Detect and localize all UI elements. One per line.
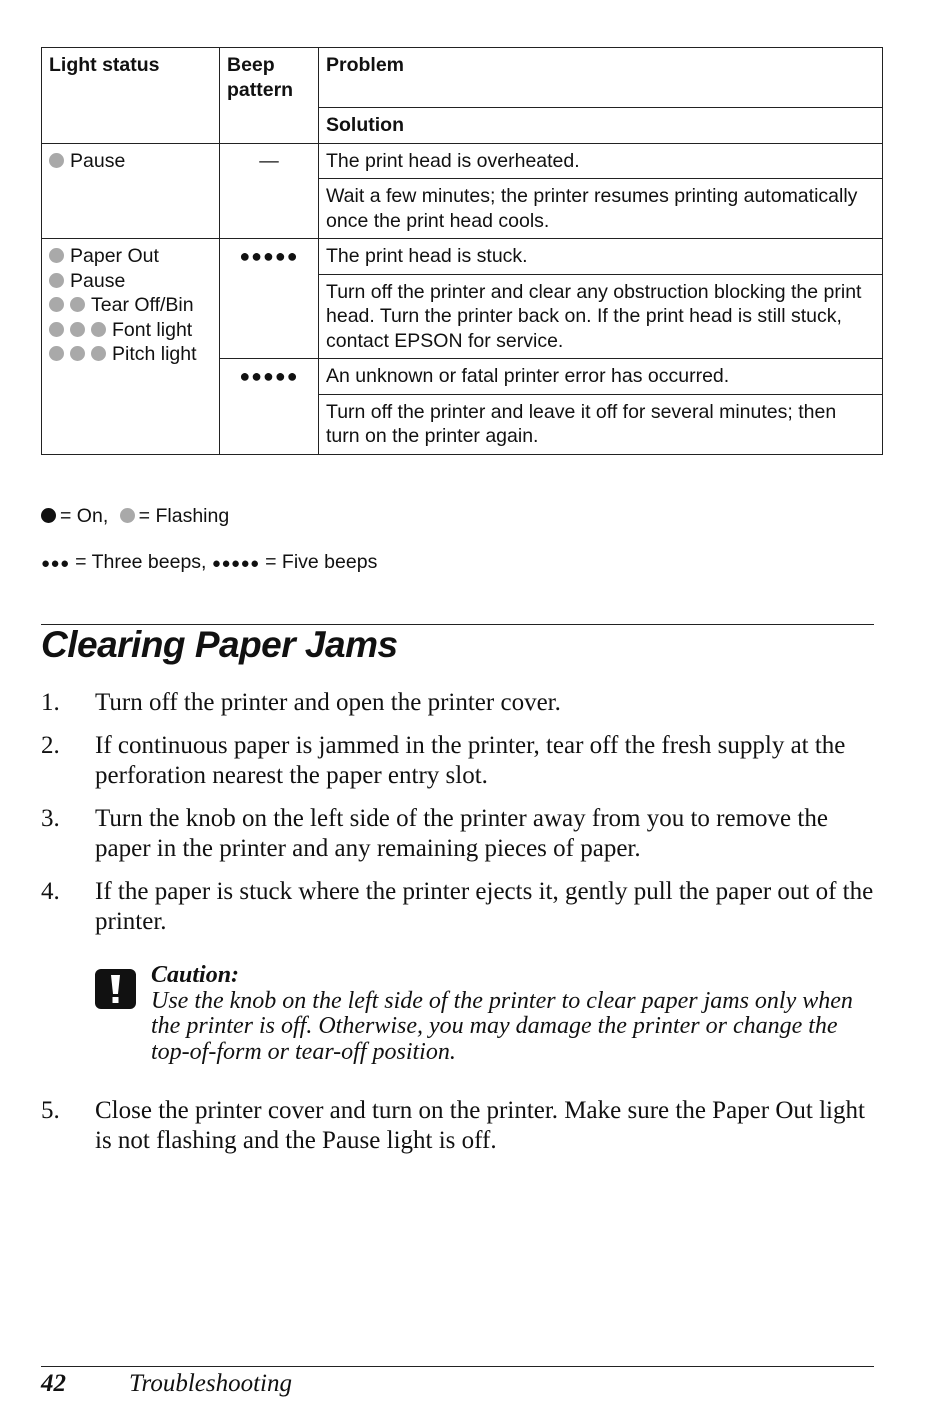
header-beep-pattern: Beep pattern — [220, 48, 319, 144]
problem-cell: An unknown or fatal printer error has occurred. — [319, 359, 883, 395]
solution-cell: Turn off the printer and leave it off for several minutes; then turn on the printer again. — [319, 394, 883, 454]
light-item: Pitch light — [49, 342, 212, 367]
footer-divider — [41, 1366, 874, 1367]
table-row — [42, 239, 883, 275]
flashing-light-icon — [49, 322, 64, 337]
page-number: 42 — [41, 1370, 66, 1397]
steps-list — [41, 688, 876, 950]
light-item: Pause — [49, 149, 212, 174]
flashing-light-icon — [70, 297, 85, 312]
list-item: 5. Close the printer cover and turn on the printer. Make sure the Paper Out light is not flashing and the Pause light is off. — [41, 1097, 865, 1154]
flashing-light-icon — [49, 297, 64, 312]
caution-text: Use the knob on the left side of the printer to clear paper jams only when the printer is off. Otherwise, you may damage the printer or change the top-of-form or tear-off position. — [151, 987, 853, 1065]
flashing-light-icon — [120, 508, 135, 523]
footer-section-name: Troubleshooting — [129, 1370, 292, 1397]
flashing-light-icon — [49, 273, 64, 288]
page-footer — [41, 1370, 292, 1398]
on-light-icon — [41, 508, 56, 523]
flashing-light-icon — [91, 346, 106, 361]
beep-pattern-cell: ●●●●● — [220, 239, 319, 359]
beep-legend: ●●● = Three beeps, ●●●●● = Five beeps — [41, 551, 378, 573]
caution-icon — [95, 969, 136, 1009]
flashing-light-icon — [70, 346, 85, 361]
solution-cell: Wait a few minutes; the printer resumes printing automatically once the print head cools. — [319, 179, 883, 239]
problem-cell: The print head is stuck. — [319, 239, 883, 275]
header-light-status: Light status — [42, 48, 220, 144]
header-problem: Problem — [319, 48, 883, 108]
flashing-light-icon — [91, 322, 106, 337]
light-item: Font light — [49, 318, 212, 343]
light-status-cell — [42, 239, 220, 455]
header-solution: Solution — [319, 108, 883, 144]
list-item: 4. If the paper is stuck where the printer ejects it, gently pull the paper out of the printer. — [41, 878, 874, 935]
beep-pattern-cell: ●●●●● — [220, 359, 319, 455]
table-row — [42, 143, 883, 179]
light-legend: = On, = Flashing — [41, 505, 229, 528]
section-title: Clearing Paper Jams — [41, 624, 398, 665]
solution-cell: Turn off the printer and clear any obstruction blocking the print head. Turn the printer back on. If the print head is still stuck, contact EPSON for service. — [319, 274, 883, 359]
caution-note — [95, 963, 855, 1065]
light-item: Tear Off/Bin — [49, 293, 212, 318]
caution-title: Caution: — [151, 962, 240, 988]
flashing-light-icon — [70, 322, 85, 337]
light-status-table — [41, 47, 883, 455]
list-item: 2. If continuous paper is jammed in the printer, tear off the fresh supply at the perforation nearest the paper entry slot. — [41, 732, 846, 789]
problem-cell: The print head is overheated. — [319, 143, 883, 179]
list-item: 1. Turn off the printer and open the printer cover. — [41, 689, 561, 716]
flashing-light-icon — [49, 153, 64, 168]
list-item: 3. Turn the knob on the left side of the printer away from you to remove the paper in the printer and any remaining pieces of paper. — [41, 805, 828, 862]
flashing-light-icon — [49, 346, 64, 361]
light-item: Paper Out — [49, 244, 212, 269]
light-status-cell — [42, 143, 220, 239]
light-item: Pause — [49, 269, 212, 294]
flashing-light-icon — [49, 248, 64, 263]
beep-pattern-cell: — — [220, 143, 319, 239]
